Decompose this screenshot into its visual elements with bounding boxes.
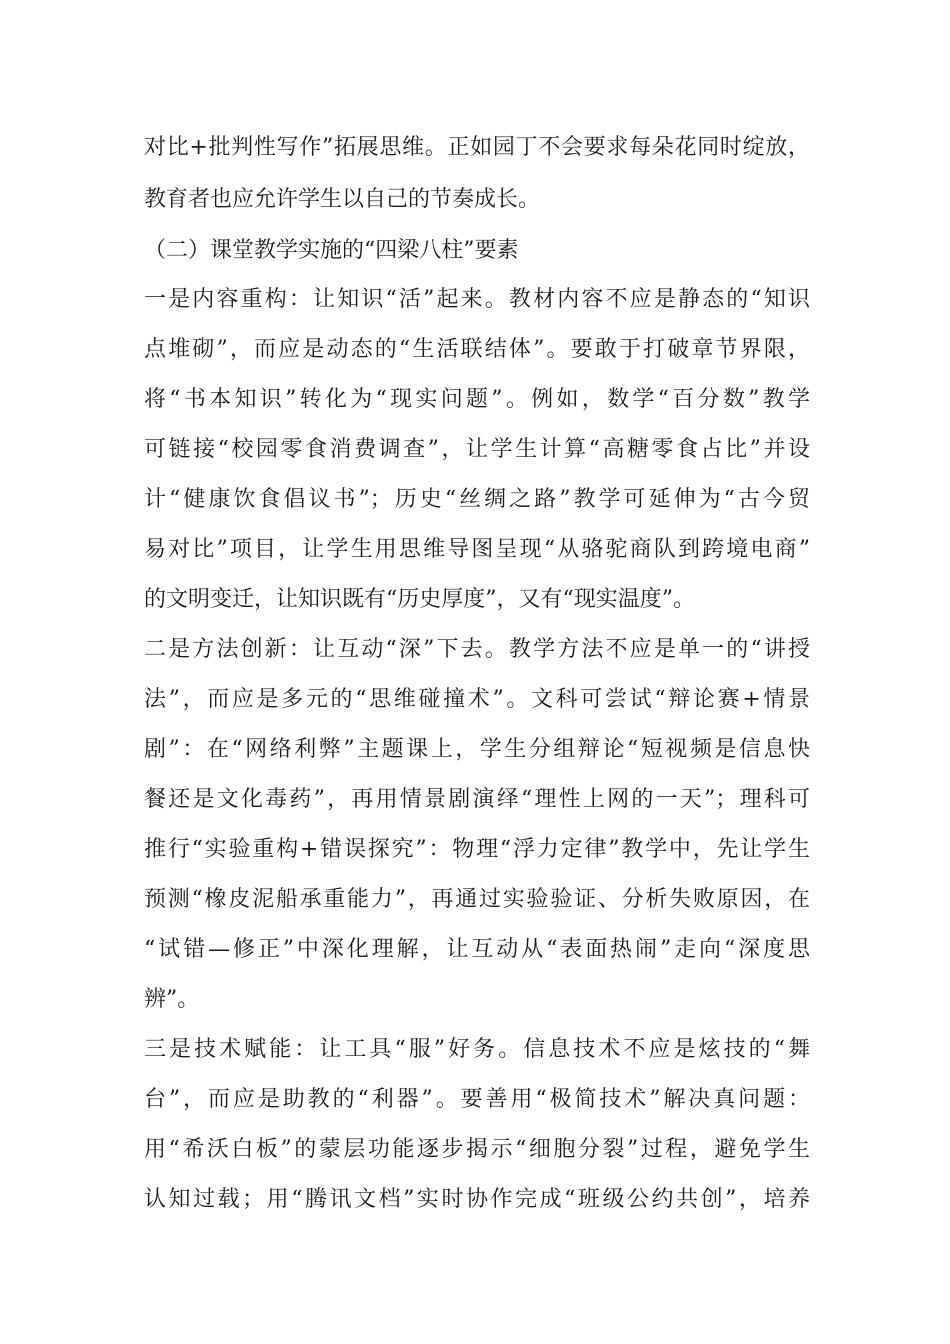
text-line: 可链接“校园零食消费调查”，让学生计算“高糖零食占比”并设 <box>144 437 810 462</box>
text-line: 推行“实验重构+错误探究”：物理“浮力定律”教学中，先让学生 <box>144 837 810 862</box>
text-line: 三是技术赋能：让工具“服”好务。信息技术不应是炫技的“舞 <box>144 1037 810 1062</box>
section-heading: （二）课堂教学实施的“四梁八柱”要素 <box>144 238 519 263</box>
text-line: 易对比”项目，让学生用思维导图呈现“从骆驼商队到跨境电商” <box>144 537 810 562</box>
text-line: 点堆砌”，而应是动态的“生活联结体”。要敢于打破章节界限， <box>144 337 810 362</box>
text-line: 辨”。 <box>144 987 200 1012</box>
text-line: 法”，而应是多元的“思维碰撞术”。文科可尝试“辩论赛+情景 <box>144 687 810 712</box>
text-line: 对比+批判性写作”拓展思维。正如园丁不会要求每朵花同时绽放， <box>144 135 810 160</box>
text-line: 预测“橡皮泥船承重能力”，再通过实验验证、分析失败原因，在 <box>144 887 810 912</box>
text-line: 教育者也应允许学生以自己的节奏成长。 <box>144 187 541 212</box>
text-line: 一是内容重构：让知识“活”起来。教材内容不应是静态的“知识 <box>144 287 810 312</box>
text-line: 台”，而应是助教的“利器”。要善用“极简技术”解决真问题： <box>144 1087 810 1112</box>
text-line: 剧”：在“网络利弊”主题课上，学生分组辩论“短视频是信息快 <box>144 737 810 762</box>
text-line: 的文明变迁，让知识既有“历史厚度”，又有“现实温度”。 <box>144 587 695 612</box>
text-line: 用“希沃白板”的蒙层功能逐步揭示“细胞分裂”过程，避免学生 <box>144 1137 810 1162</box>
text-line: 计“健康饮食倡议书”；历史“丝绸之路”教学可延伸为“古今贸 <box>144 487 810 512</box>
text-line: 认知过载；用“腾讯文档”实时协作完成“班级公约共创”，培养 <box>144 1187 810 1212</box>
text-line: 将“书本知识”转化为“现实问题”。例如，数学“百分数”教学 <box>144 387 810 412</box>
text-line: 二是方法创新：让互动“深”下去。教学方法不应是单一的“讲授 <box>144 637 810 662</box>
text-line: “试错—修正”中深化理解，让互动从“表面热闹”走向“深度思 <box>144 937 810 962</box>
text-line: 餐还是文化毒药”，再用情景剧演绎“理性上网的一天”；理科可 <box>144 787 810 812</box>
